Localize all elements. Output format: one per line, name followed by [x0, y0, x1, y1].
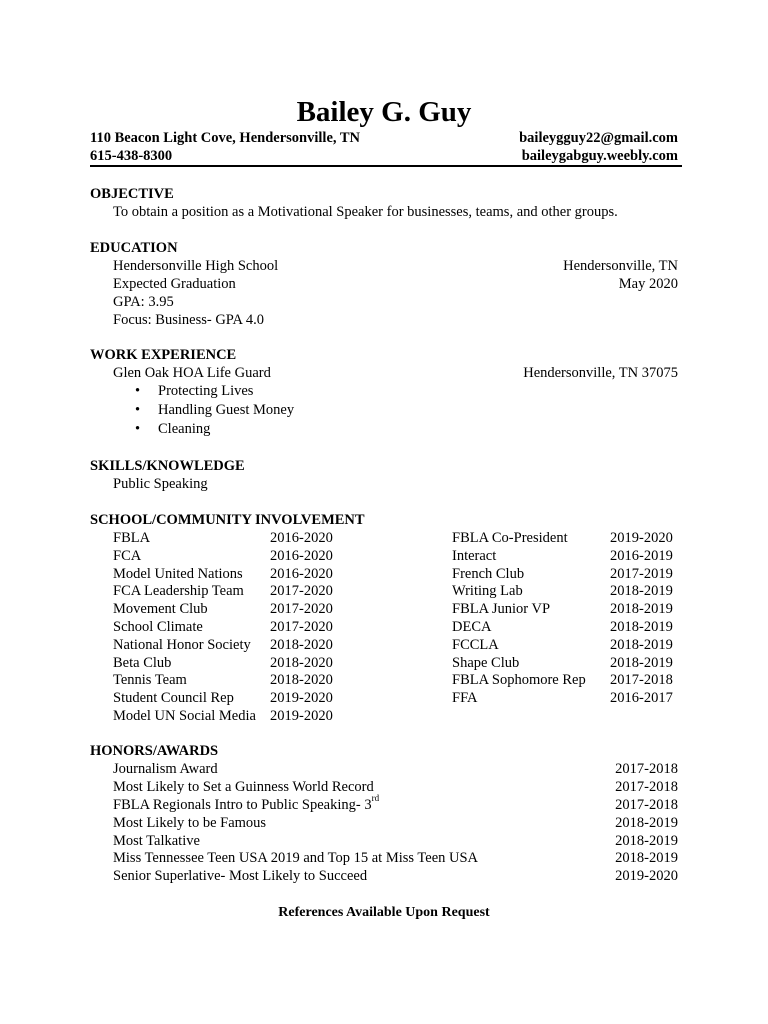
activity-name: French Club: [452, 565, 525, 582]
involvement-item: [113, 600, 333, 618]
activity-name: Beta Club: [113, 654, 172, 671]
involvement-item: [113, 547, 333, 565]
honor-item: [90, 778, 678, 796]
honor-item: [90, 867, 678, 885]
involvement-item: [113, 618, 333, 636]
honor-name: Miss Tennessee Teen USA 2019 and Top 15 at Miss Teen USA: [113, 850, 479, 867]
list-item: • Protecting Lives: [135, 383, 254, 399]
work-section: [90, 346, 678, 439]
activity-name: FBLA Junior VP: [452, 601, 551, 618]
objective-section: [90, 185, 678, 221]
honor-years: 2018-2019: [615, 832, 678, 849]
activity-name: FBLA: [113, 530, 151, 546]
section-heading: HONORS/AWARDS: [90, 743, 219, 759]
activity-name: FCA: [113, 547, 142, 564]
education-gpa: GPA: 3.95: [113, 294, 174, 310]
honor-years: 2017-2018: [615, 761, 678, 777]
activity-years: 2018-2019: [610, 618, 673, 635]
honor-name: Senior Superlative- Most Likely to Succeed: [113, 868, 368, 885]
activity-years: 2017-2020: [270, 618, 333, 635]
work-duties: [90, 382, 678, 439]
bullet-icon: •: [135, 402, 141, 418]
activity-years: 2018-2019: [610, 654, 673, 671]
honor-superscript: rd: [371, 792, 380, 803]
list-item: • Handling Guest Money: [135, 402, 295, 418]
contact-block: [90, 129, 678, 165]
honor-name-wrap: [113, 778, 374, 796]
activity-name: Model United Nations: [113, 565, 243, 582]
honor-name-wrap: [113, 832, 200, 850]
activity-years: 2017-2020: [270, 601, 333, 618]
header-divider: [90, 165, 682, 167]
activity-name: School Climate: [113, 618, 203, 635]
work-job-row: [90, 364, 678, 382]
activity-years: 2016-2017: [610, 690, 673, 707]
involvement-item: [113, 671, 333, 689]
bullet-icon: •: [135, 383, 141, 399]
activity-name: Model UN Social Media: [113, 707, 256, 724]
honor-item: [90, 849, 678, 867]
skills-section: [90, 457, 678, 493]
objective-text: To obtain a position as a Motivational Speaker for businesses, teams, and other groups.: [113, 204, 618, 220]
education-graduation-row: [90, 275, 678, 293]
activity-years: 2018-2020: [270, 636, 333, 653]
honors-section: [90, 742, 678, 885]
activity-name: FFA: [452, 690, 478, 707]
activity-name: Tennis Team: [113, 672, 187, 689]
honor-years: 2018-2019: [615, 850, 678, 867]
activity-name: Interact: [452, 547, 497, 564]
involvement-item: [452, 689, 673, 707]
activity-name: FBLA Co-President: [452, 530, 568, 546]
honor-years: 2017-2018: [615, 796, 678, 813]
activity-years: 2016-2020: [270, 565, 333, 582]
honor-name: FBLA Regionals Intro to Public Speaking- 3: [113, 796, 372, 813]
involvement-item: [452, 582, 673, 600]
honor-name-wrap: [113, 814, 266, 832]
honor-years: 2017-2018: [615, 778, 678, 795]
involvement-item: [113, 565, 333, 583]
activity-name: Shape Club: [452, 654, 520, 671]
activity-years: 2019-2020: [270, 690, 333, 707]
involvement-item: [452, 618, 673, 636]
involvement-item: [113, 529, 333, 547]
school-location: Hendersonville, TN: [563, 258, 678, 274]
references-note: References Available Upon Request: [278, 905, 490, 920]
activity-years: 2016-2020: [270, 530, 333, 546]
honor-name-wrap: [113, 849, 478, 867]
honors-list: [90, 760, 678, 885]
activity-name: National Honor Society: [113, 636, 251, 653]
involvement-item: [113, 582, 333, 600]
honor-years: 2019-2020: [615, 868, 678, 885]
activity-years: 2018-2019: [610, 583, 673, 600]
involvement-item: [452, 636, 673, 654]
activity-years: 2018-2020: [270, 672, 333, 689]
involvement-right-column: [452, 529, 673, 707]
section-heading: OBJECTIVE: [90, 186, 174, 202]
activity-name: FCCLA: [452, 636, 499, 653]
involvement-item: [452, 671, 673, 689]
graduation-date: May 2020: [618, 276, 678, 292]
activity-years: 2018-2020: [270, 654, 333, 671]
resume-name: Bailey G. Guy: [296, 96, 472, 128]
section-heading: WORK EXPERIENCE: [90, 347, 237, 363]
education-focus: Focus: Business- GPA 4.0: [113, 312, 264, 328]
honor-name: Most Talkative: [113, 832, 200, 849]
activity-name: DECA: [452, 618, 492, 635]
website: baileygabguy.weebly.com: [521, 148, 678, 164]
honor-name: Most Likely to Set a Guinness World Record: [113, 778, 374, 795]
honor-name-wrap: [113, 760, 218, 778]
bullet-icon: •: [135, 421, 141, 437]
activity-years: 2017-2019: [610, 565, 673, 582]
graduation-label: Expected Graduation: [113, 276, 236, 292]
involvement-item: [452, 547, 673, 565]
education-section: [90, 239, 678, 329]
skill-item: Public Speaking: [113, 476, 208, 492]
activity-years: 2016-2019: [610, 547, 673, 564]
involvement-item: [452, 529, 673, 547]
activity-years: 2018-2019: [610, 601, 673, 618]
involvement-item: [452, 654, 673, 672]
involvement-item: [113, 636, 333, 654]
involvement-item: [113, 707, 333, 725]
involvement-left-column: [113, 529, 333, 725]
honor-item: [90, 792, 678, 814]
section-heading: SKILLS/KNOWLEDGE: [90, 458, 245, 474]
activity-years: 2018-2019: [610, 636, 673, 653]
activity-name: FBLA Sophomore Rep: [452, 672, 586, 689]
involvement-section: [90, 511, 678, 529]
list-item: • Cleaning: [135, 421, 211, 437]
honor-name: Most Likely to be Famous: [113, 814, 267, 831]
email: baileygguy22@gmail.com: [519, 130, 678, 146]
activity-name: Movement Club: [113, 601, 208, 618]
honor-item: [90, 814, 678, 832]
honor-item: [90, 760, 678, 778]
involvement-item: [113, 654, 333, 672]
phone: 615-438-8300: [90, 148, 173, 164]
address: 110 Beacon Light Cove, Hendersonville, TN: [90, 130, 361, 146]
activity-years: 2019-2020: [270, 707, 333, 724]
activity-years: 2017-2018: [610, 672, 673, 689]
section-heading: EDUCATION: [90, 240, 178, 256]
activity-name: Writing Lab: [452, 583, 523, 600]
honor-name: Journalism Award: [113, 761, 218, 777]
involvement-item: [452, 565, 673, 583]
honor-name-wrap: [113, 792, 380, 814]
education-school-row: [90, 257, 678, 275]
honor-item: [90, 832, 678, 850]
honor-name-wrap: [113, 867, 367, 885]
honor-years: 2018-2019: [615, 814, 678, 831]
activity-years: 2019-2020: [610, 530, 673, 546]
activity-years: 2016-2020: [270, 547, 333, 564]
section-heading: SCHOOL/COMMUNITY INVOLVEMENT: [90, 512, 365, 528]
school-name: Hendersonville High School: [113, 258, 279, 274]
activity-years: 2017-2020: [270, 583, 333, 600]
activity-name: Student Council Rep: [113, 690, 234, 707]
job-location: Hendersonville, TN 37075: [523, 365, 678, 381]
involvement-item: [113, 689, 333, 707]
involvement-item: [452, 600, 673, 618]
job-title: Glen Oak HOA Life Guard: [113, 365, 271, 381]
activity-name: FCA Leadership Team: [113, 583, 244, 600]
